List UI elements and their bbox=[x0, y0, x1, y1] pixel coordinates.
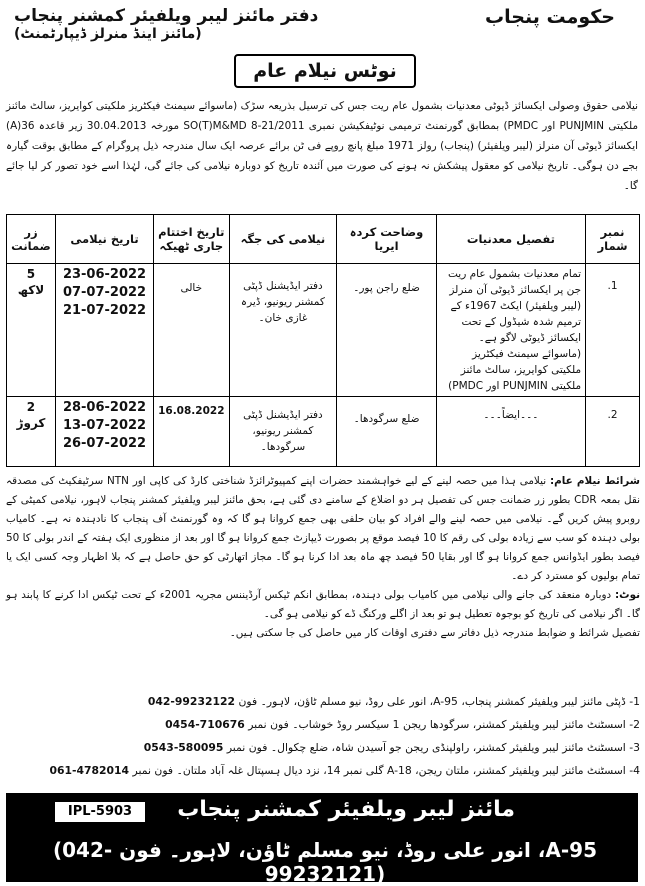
bail-amount: 5 bbox=[26, 267, 36, 281]
office-text: ڈپٹی مائنز لیبر ویلفیئر کمشنر پنجاب، A-95، انور علی روڈ، نیو مسلم ٹاؤن، لاہور۔ فون bbox=[238, 695, 626, 708]
cell-dates bbox=[55, 264, 153, 397]
terms-section bbox=[6, 472, 640, 643]
office-phone: 0543-580095 bbox=[143, 741, 224, 754]
header-dates: تاریخ نیلامی bbox=[55, 215, 153, 264]
auction-date-1: 23-06-2022 bbox=[62, 267, 147, 282]
note-text: دوبارہ منعقد کی جانے والی نیلامی میں کامیاب بولی دہندہ، بمطابق انکم ٹیکس آرڈیننس مجریہ 2001ء کے تحت ٹیکس ادا کرنے کا پابند ہو گا۔ اگر نیلامی کی تاریخ کو بوجوہ تعطیل ہو تو بعد از اگلے ورکنگ ڈے کو نیلامی ہو گی۔ bbox=[6, 589, 640, 620]
auction-date-3: 21-07-2022 bbox=[62, 303, 147, 318]
list-item: 2- اسسٹنٹ مائنز لیبر ویلفیئر کمشنر، سرگودھا ریجن 1 سیکسر روڈ خوشاب۔ فون نمبر 0454-710676 bbox=[165, 718, 640, 731]
cell-minerals: ۔۔۔ایضاً۔۔۔ bbox=[436, 397, 585, 467]
department-heading: (مائنز اینڈ منرلز ڈیپارٹمنٹ) bbox=[14, 26, 202, 42]
cell-venue: دفتر ایڈیشنل ڈپٹی کمشنر ریونیو، سرگودھا۔ bbox=[229, 397, 337, 467]
office-number: 3 bbox=[633, 741, 640, 754]
bail-unit: لاکھ bbox=[17, 283, 45, 297]
footer-phone: (042-99232121) bbox=[52, 838, 386, 886]
government-heading: حکومت پنجاب bbox=[485, 6, 615, 28]
office-number: 1 bbox=[633, 695, 640, 708]
cell-minerals: تمام معدنیات بشمول عام ریت جن پر ایکسائز ڈیوٹی آن منرلز (لیبر ویلفیئر) ایکٹ 1967ء کے ترمیم شدہ شیڈول کے تحت ایکسائز ڈیوٹی لاگو ہے۔ (ماسوائے سیمنٹ فیکٹریز ملکیتی کوایریز، سالٹ مائنز ملکیتی PUNJMIN اور PMDC) bbox=[436, 264, 585, 397]
header-sr: نمبر شمار bbox=[586, 215, 640, 264]
table-header-row bbox=[7, 215, 640, 264]
cell-sr: 2. bbox=[586, 397, 640, 467]
header-minerals: تفصیل معدنیات bbox=[436, 215, 585, 264]
details-line: تفصیل شرائط و ضوابط مندرجہ ذیل دفاتر سے دفتری اوقات کار میں حاصل کی جا سکتی ہیں۔ bbox=[229, 627, 640, 639]
header-bail: زر ضمانت bbox=[7, 215, 56, 264]
table-row bbox=[7, 264, 640, 397]
auction-date-1: 28-06-2022 bbox=[62, 400, 147, 415]
cell-area: ضلع سرگودھا۔ bbox=[337, 397, 437, 467]
office-heading: دفتر مائنز لیبر ویلفیئر کمشنر پنجاب bbox=[14, 6, 319, 26]
terms-label: شرائط نیلام عام: bbox=[550, 475, 640, 487]
cell-dates bbox=[55, 397, 153, 467]
list-item: 4- اسسٹنٹ مائنز لیبر ویلفیئر کمشنر، ملتان ریجن، A-18 گلی نمبر 14، نزد دیال ہسپتال غلہ آباد ملتان۔ فون نمبر 061-4782014 bbox=[49, 764, 640, 777]
list-item: 1- ڈپٹی مائنز لیبر ویلفیئر کمشنر پنجاب، A-95، انور علی روڈ، نیو مسلم ٹاؤن، لاہور۔ فون 042-99232122 bbox=[147, 695, 640, 708]
footer-address bbox=[20, 838, 630, 886]
auction-table bbox=[6, 214, 640, 467]
bail-unit: کروڑ bbox=[16, 416, 46, 430]
intro-paragraph: نیلامی حقوق وصولی ایکسائز ڈیوٹی معدنیات بشمول عام ریت جس کی ترسیل بذریعہ سڑک (ماسوائے سیمنٹ فیکٹریز ملکیتی کوایریز، سالٹ مائنز ملکیتی PUNJMIN اور PMDC) بمطابق گورنمنٹ ترمیمی نوٹیفکیشن نمبری SO(T)M&MD 8-21/2011 مورخہ 30.04.2013 زیر قاعدہ 36(A) ایکسائز ڈیوٹی آن منرلز (لیبر ویلفیئر) (پنجاب) رولز 1971 مبلغ پانچ روپے فی ٹن برائے عرصہ ایک سال مندرجہ ذیل پروگرام کے مطابق بوقت گیارہ بجے دن ہوگی۔ تاریخ نیلامی کو معقول پیشکش نہ ہونے کی صورت میں آئندہ تاریخ کو دوبارہ نیلامی کی جائے گی، لہٰذا اسے خود تصور کر لیا جائے گا۔ bbox=[6, 100, 639, 192]
note-label: نوٹ: bbox=[614, 589, 640, 601]
office-phone: 042-99232122 bbox=[147, 695, 236, 708]
cell-expiry: خالی bbox=[154, 264, 229, 397]
footer-title: مائنز لیبر ویلفیئر کمشنر پنجاب bbox=[177, 797, 515, 822]
office-number: 4 bbox=[633, 764, 640, 777]
terms-text: نیلامی ہذا میں حصہ لینے کے لیے خواہشمند حضرات اپنے کمپیوٹرائزڈ شناختی کارڈ کی کاپی اور NTN سرٹیفکیٹ کی مصدقہ نقل بمعہ CDR بطور زر ضمانت جس کی تفصیل ہر دو اضلاع کے سامنے دی گئی ہے، بحق مائنز لیبر ویلفیئر کمشنر پنجاب لاہور، نیلامی کمیٹی کے روبرو پیش کریں گے۔ نیلامی میں حصہ لینے والے افراد کو بیان حلفی بھی جمع کروانا ہو گا کہ وہ گورنمنٹ آف پنجاب کا نادہندہ نہ ہے۔ کامیاب بولی دہندہ کو سب سے زیادہ بولی کی رقم کا 10 فیصد موقع پر بصورت ڈیپازٹ جمع کروانا ہو گا اور بعد از منظوری ایک ہفتہ کے اندر بولی کا 50 فیصد بطور ایڈوانس جمع کروانا ہو گا اور بقایا 50 فیصد چھ ماہ بعد ادا کرنا ہو گا۔ مجاز اتھارٹی کو حق حاصل ہے کہ بلا اظہار وجہ کسی ایک یا تمام بولیوں کو مسترد کر دے۔ bbox=[6, 475, 640, 582]
ipl-badge: IPL-5903 bbox=[54, 801, 146, 823]
auction-date-2: 07-07-2022 bbox=[62, 285, 147, 300]
office-phone: 0454-710676 bbox=[165, 718, 245, 731]
footer-address-text: A-95، انور علی روڈ، نیو مسلم ٹاؤن، لاہور۔ فون bbox=[119, 838, 598, 862]
office-text: اسسٹنٹ مائنز لیبر ویلفیئر کمشنر، سرگودھا ریجن 1 سیکسر روڈ خوشاب۔ فون نمبر bbox=[248, 718, 626, 731]
notice-title: نوٹس نیلام عام bbox=[234, 54, 416, 88]
office-text: اسسٹنٹ مائنز لیبر ویلفیئر کمشنر، راولپنڈی ریجن جو آسیدن شاہ، ضلع چکوال۔ فون نمبر bbox=[226, 741, 626, 754]
header-area: وضاحت کردہ ایریا bbox=[337, 215, 437, 264]
office-text: اسسٹنٹ مائنز لیبر ویلفیئر کمشنر، ملتان ریجن، A-18 گلی نمبر 14، نزد دیال ہسپتال غلہ آباد ملتان۔ فون نمبر bbox=[132, 764, 626, 777]
bail-amount: 2 bbox=[26, 400, 36, 414]
cell-bail bbox=[7, 397, 56, 467]
cell-sr: 1. bbox=[586, 264, 640, 397]
cell-area: ضلع راجن پور۔ bbox=[337, 264, 437, 397]
header-expiry: تاریخ اختتام جاری ٹھیکہ bbox=[154, 215, 229, 264]
cell-bail bbox=[7, 264, 56, 397]
office-number: 2 bbox=[633, 718, 640, 731]
cell-venue: دفتر ایڈیشنل ڈپٹی کمشنر ریونیو، ڈیرہ غازی خان۔ bbox=[229, 264, 337, 397]
list-item: 3- اسسٹنٹ مائنز لیبر ویلفیئر کمشنر، راولپنڈی ریجن جو آسیدن شاہ، ضلع چکوال۔ فون نمبر 0543-580095 bbox=[143, 741, 640, 754]
office-list bbox=[49, 690, 640, 782]
header-venue: نیلامی کی جگہ bbox=[229, 215, 337, 264]
auction-date-2: 13-07-2022 bbox=[62, 418, 147, 433]
table-row bbox=[7, 397, 640, 467]
office-phone: 061-4782014 bbox=[49, 764, 130, 777]
cell-expiry: 16.08.2022 bbox=[154, 397, 229, 467]
auction-date-3: 26-07-2022 bbox=[62, 436, 147, 451]
